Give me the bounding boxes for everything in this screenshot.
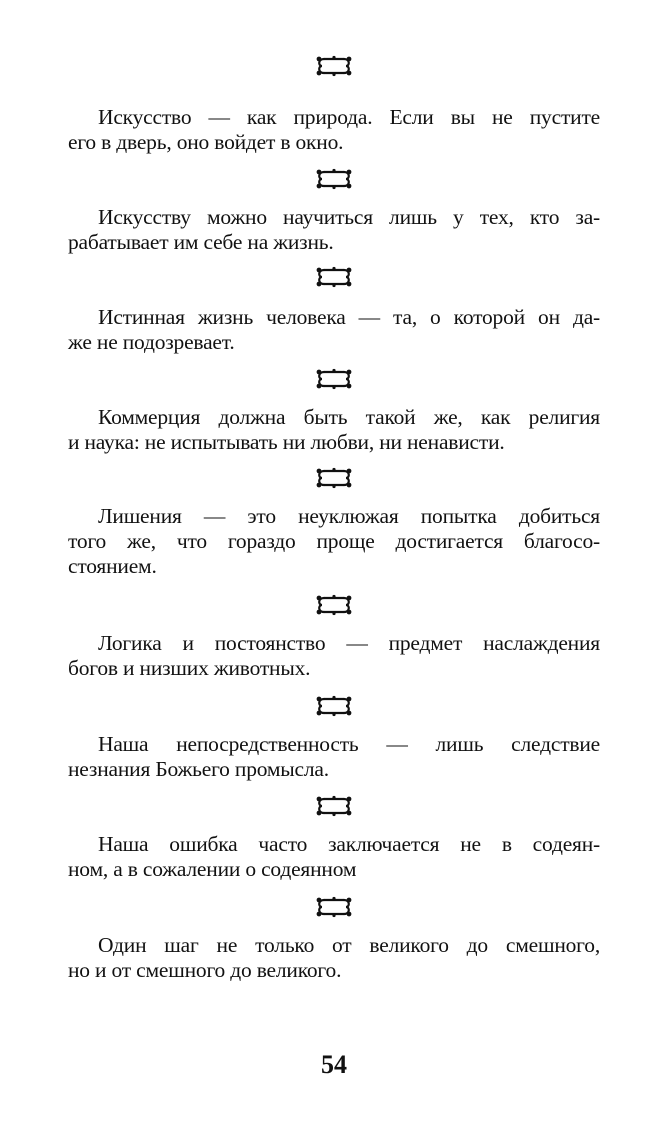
floral-divider-icon xyxy=(314,266,354,288)
quote-line: рабатывает им себе на жизнь. xyxy=(68,230,334,254)
quote-line: Коммерция должна быть такой же, как религия xyxy=(98,405,600,429)
quote-line: стоянием. xyxy=(68,554,157,578)
quote-line: того же, что гораздо проще достигается благосо- xyxy=(68,529,600,553)
quote-line: богов и низших животных. xyxy=(68,656,311,680)
quote-5 xyxy=(68,504,600,579)
quote-8 xyxy=(68,832,600,882)
quote-line: его в дверь, оно войдет в окно. xyxy=(68,130,344,154)
quote-line: Наша непосредственность — лишь следствие xyxy=(98,732,600,756)
quote-line: Искусство — как природа. Если вы не пустите xyxy=(98,105,600,129)
quote-line: Лишения — это неуклюжая попытка добиться xyxy=(98,504,600,528)
floral-divider-icon xyxy=(314,55,354,77)
quote-line: и наука: не испытывать ни любви, ни ненависти. xyxy=(68,430,505,454)
quote-3 xyxy=(68,305,600,355)
quote-2 xyxy=(68,205,600,255)
quote-line: Искусству можно научиться лишь у тех, кто за- xyxy=(98,205,600,229)
floral-divider-icon xyxy=(314,896,354,918)
page-number: 54 xyxy=(321,1050,347,1079)
floral-divider-icon xyxy=(314,368,354,390)
quote-6 xyxy=(68,631,600,681)
floral-divider-icon xyxy=(314,594,354,616)
quote-9 xyxy=(68,933,600,983)
quote-line: же не подозревает. xyxy=(68,330,235,354)
floral-divider-icon xyxy=(314,168,354,190)
floral-divider-icon xyxy=(314,795,354,817)
floral-divider-icon xyxy=(314,467,354,489)
quote-line: незнания Божьего промысла. xyxy=(68,757,329,781)
quote-line: Истинная жизнь человека — та, о которой он да- xyxy=(98,305,600,329)
quote-7 xyxy=(68,732,600,782)
quote-line: ном, а в сожалении о содеянном xyxy=(68,857,357,881)
quote-line: Логика и постоянство — предмет наслаждения xyxy=(98,631,600,655)
book-page xyxy=(68,0,600,1132)
quote-4 xyxy=(68,405,600,455)
quote-line: Один шаг не только от великого до смешного, xyxy=(98,933,600,957)
quote-line: но и от смешного до великого. xyxy=(68,958,342,982)
quote-line: Наша ошибка часто заключается не в содеян- xyxy=(98,832,600,856)
floral-divider-icon xyxy=(314,695,354,717)
quote-1 xyxy=(68,105,600,155)
